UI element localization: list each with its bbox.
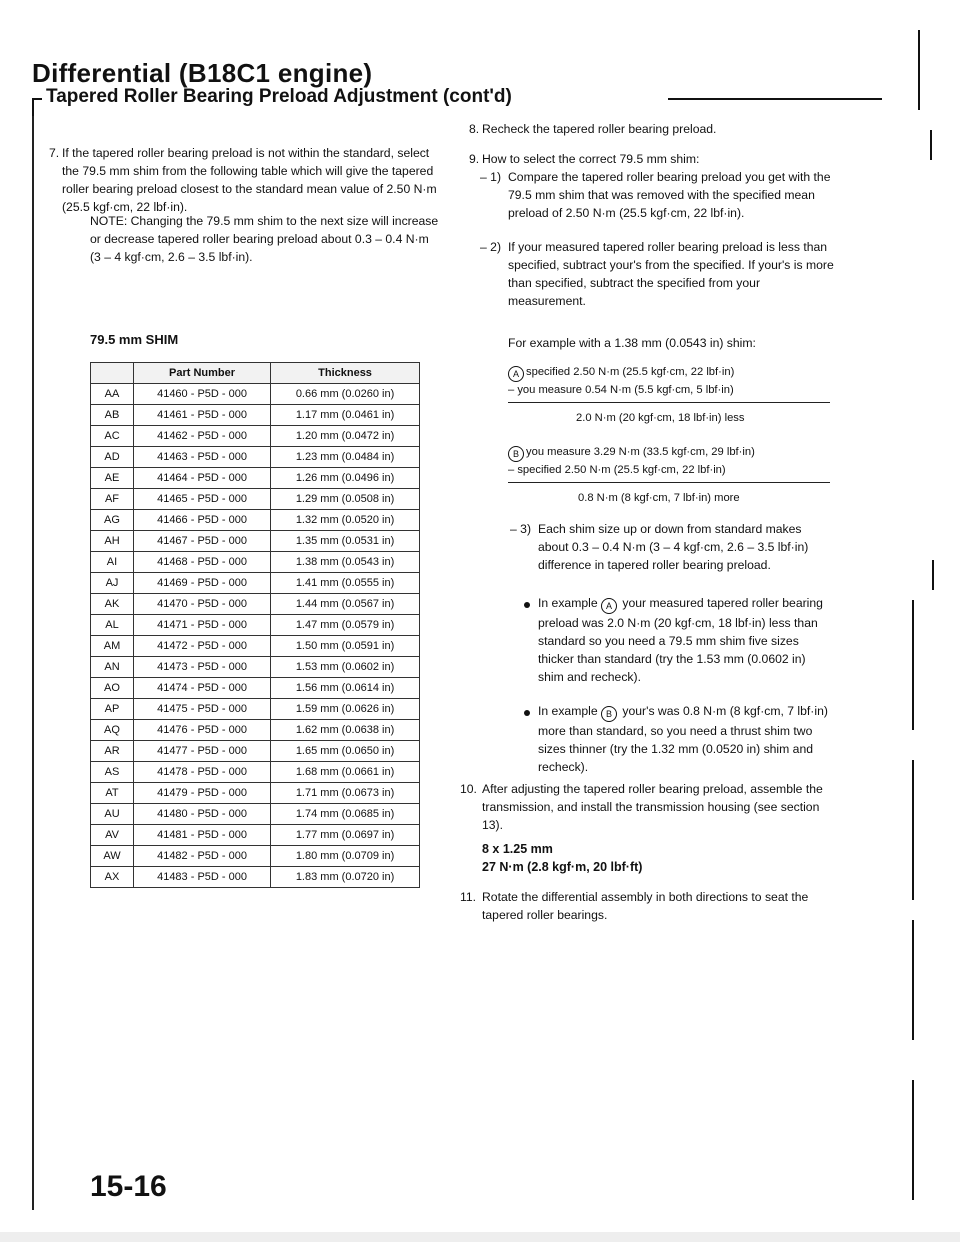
substep-number: – 3) [510, 522, 532, 536]
scan-edge-mark [912, 600, 914, 730]
example-b-marker: B [508, 446, 524, 462]
scan-edge-mark [912, 920, 914, 1040]
torque-value: 27 N·m (2.8 kgf·m, 20 lbf·ft) [482, 860, 643, 874]
table-row [91, 825, 420, 846]
table-cell-thickness: 1.77 mm (0.0697 in) [271, 825, 420, 846]
table-cell-code: AK [91, 594, 134, 615]
table-row [91, 447, 420, 468]
table-row [91, 594, 420, 615]
table-row [91, 804, 420, 825]
step-number: 8. [469, 122, 480, 136]
left-margin-line [32, 116, 34, 1210]
table-cell-thickness: 1.32 mm (0.0520 in) [271, 510, 420, 531]
bullet-text: your's was 0.8 N·m (8 kgf·cm, 7 lbf·in) more than standard, so you need a thrust shim two sizes thinner (try the 1.32 mm (0.0520 in) shim and recheck). [538, 704, 828, 774]
table-cell-part: 41472 - P5D - 000 [134, 636, 271, 657]
torque-size: 8 x 1.25 mm [482, 842, 553, 856]
example-a-line2: – you measure 0.54 N·m (5.5 kgf·cm, 5 lbf·in) [508, 384, 734, 396]
table-cell-thickness: 1.83 mm (0.0720 in) [271, 867, 420, 888]
table-cell-code: AE [91, 468, 134, 489]
table-cell-thickness: 1.53 mm (0.0602 in) [271, 657, 420, 678]
table-header-row [91, 363, 420, 384]
table-cell-code: AN [91, 657, 134, 678]
table-cell-code: AW [91, 846, 134, 867]
table-cell-part: 41477 - P5D - 000 [134, 741, 271, 762]
step-text: If the tapered roller bearing preload is not within the standard, select the 79.5 mm shim from the following table which will give the tapered roller bearing preload closest to the standard mean value of 2.50 N·m (25.5 kgf·cm, 22 lbf·in). [62, 146, 437, 214]
step-number: 9. [469, 152, 480, 166]
page-title: Differential (B18C1 engine) [32, 58, 373, 88]
table-cell-part: 41473 - P5D - 000 [134, 657, 271, 678]
bullet-text: your measured tapered roller bearing preload was 2.0 N·m (20 kgf·cm, 18 lbf·in) less than standard so you need a 79.5 mm shim five sizes thicker than standard (try the 1.53 mm (0.0602 in) shim and recheck). [538, 596, 823, 684]
table-cell-part: 41476 - P5D - 000 [134, 720, 271, 741]
example-intro: For example with a 1.38 mm (0.0543 in) shim: [508, 336, 756, 350]
table-cell-part: 41470 - P5D - 000 [134, 594, 271, 615]
table-row [91, 468, 420, 489]
header-rule [668, 98, 882, 100]
example-a-marker: A [508, 366, 524, 382]
table-cell-code: AX [91, 867, 134, 888]
section-subtitle: Tapered Roller Bearing Preload Adjustment (cont'd) [46, 86, 512, 107]
table-cell-code: AQ [91, 720, 134, 741]
table-row [91, 615, 420, 636]
table-cell-part: 41474 - P5D - 000 [134, 678, 271, 699]
table-row [91, 762, 420, 783]
table-cell-code: AV [91, 825, 134, 846]
table-cell-part: 41480 - P5D - 000 [134, 804, 271, 825]
table-row [91, 405, 420, 426]
table-cell-code: AB [91, 405, 134, 426]
table-cell-part: 41478 - P5D - 000 [134, 762, 271, 783]
table-row [91, 846, 420, 867]
table-cell-part: 41462 - P5D - 000 [134, 426, 271, 447]
table-cell-thickness: 1.35 mm (0.0531 in) [271, 531, 420, 552]
table-row [91, 636, 420, 657]
scan-edge-mark [930, 130, 932, 160]
table-cell-code: AH [91, 531, 134, 552]
table-cell-code: AS [91, 762, 134, 783]
table-cell-thickness: 1.74 mm (0.0685 in) [271, 804, 420, 825]
table-cell-code: AP [91, 699, 134, 720]
table-header-part: Part Number [134, 363, 271, 384]
table-cell-part: 41463 - P5D - 000 [134, 447, 271, 468]
table-cell-code: AT [91, 783, 134, 804]
table-cell-part: 41461 - P5D - 000 [134, 405, 271, 426]
step-text: Recheck the tapered roller bearing preload. [482, 122, 717, 136]
table-cell-code: AM [91, 636, 134, 657]
example-a-rule [508, 402, 830, 403]
example-a-marker: A [601, 598, 617, 614]
substep-1 [480, 168, 834, 222]
table-cell-thickness: 1.65 mm (0.0650 in) [271, 741, 420, 762]
table-row [91, 384, 420, 405]
table-row [91, 699, 420, 720]
table-cell-thickness: 0.66 mm (0.0260 in) [271, 384, 420, 405]
table-cell-thickness: 1.23 mm (0.0484 in) [271, 447, 420, 468]
bullet-example-b [538, 702, 834, 776]
table-cell-part: 41481 - P5D - 000 [134, 825, 271, 846]
header-bracket [32, 98, 42, 118]
table-cell-part: 41466 - P5D - 000 [134, 510, 271, 531]
table-row [91, 552, 420, 573]
scan-edge-mark [918, 30, 920, 110]
table-cell-thickness: 1.38 mm (0.0543 in) [271, 552, 420, 573]
example-b-marker: B [601, 706, 617, 722]
scan-edge-mark [912, 760, 914, 900]
table-cell-code: AG [91, 510, 134, 531]
substep-text: Compare the tapered roller bearing preload you get with the 79.5 mm shim that was removed with the specified mean preload of 2.50 N·m (25.5 kgf·cm, 22 lbf·in). [508, 170, 831, 220]
table-row [91, 426, 420, 447]
step-8 [469, 120, 832, 138]
table-row [91, 720, 420, 741]
substep-text: Each shim size up or down from standard makes about 0.3 – 0.4 N·m (3 – 4 kgf·cm, 2.6 – 3.5 lbf·in) difference in tapered roller bearing preload. [538, 522, 809, 572]
example-b-line1 [508, 444, 828, 462]
table-cell-thickness: 1.47 mm (0.0579 in) [271, 615, 420, 636]
table-cell-thickness: 1.62 mm (0.0638 in) [271, 720, 420, 741]
table-row [91, 510, 420, 531]
substep-2 [480, 238, 834, 310]
table-heading: 79.5 mm SHIM [90, 332, 179, 347]
table-cell-thickness: 1.68 mm (0.0661 in) [271, 762, 420, 783]
step-text: After adjusting the tapered roller bearing preload, assemble the transmission, and install the transmission housing (see section 13). [482, 782, 823, 832]
table-cell-thickness: 1.50 mm (0.0591 in) [271, 636, 420, 657]
table-cell-code: AR [91, 741, 134, 762]
table-cell-thickness: 1.17 mm (0.0461 in) [271, 405, 420, 426]
bullet-example-a [538, 594, 834, 686]
table-cell-part: 41483 - P5D - 000 [134, 867, 271, 888]
table-cell-part: 41467 - P5D - 000 [134, 531, 271, 552]
bullet-lead: In example [538, 704, 598, 718]
table-row [91, 741, 420, 762]
table-cell-part: 41471 - P5D - 000 [134, 615, 271, 636]
table-header-code [91, 363, 134, 384]
example-a-text: specified 2.50 N·m (25.5 kgf·cm, 22 lbf·in) [526, 366, 735, 378]
table-cell-part: 41482 - P5D - 000 [134, 846, 271, 867]
table-cell-code: AF [91, 489, 134, 510]
example-b-rule [508, 482, 830, 483]
table-cell-part: 41464 - P5D - 000 [134, 468, 271, 489]
table-row [91, 867, 420, 888]
bullet-lead: In example [538, 596, 598, 610]
table-row [91, 573, 420, 594]
table-cell-code: AL [91, 615, 134, 636]
table-cell-code: AJ [91, 573, 134, 594]
table-cell-thickness: 1.59 mm (0.0626 in) [271, 699, 420, 720]
table-row [91, 783, 420, 804]
table-cell-thickness: 1.80 mm (0.0709 in) [271, 846, 420, 867]
table-cell-thickness: 1.20 mm (0.0472 in) [271, 426, 420, 447]
step-9 [469, 150, 832, 168]
scan-edge-mark [932, 560, 934, 590]
table-cell-thickness: 1.71 mm (0.0673 in) [271, 783, 420, 804]
note: NOTE: Changing the 79.5 mm shim to the next size will increase or decrease tapered roller bearing preload about 0.3 – 0.4 N·m (3 – 4 kgf·cm, 2.6 – 3.5 lbf·in). [90, 214, 439, 264]
table-cell-thickness: 1.41 mm (0.0555 in) [271, 573, 420, 594]
table-cell-part: 41469 - P5D - 000 [134, 573, 271, 594]
section-header [32, 86, 862, 116]
example-b-text: you measure 3.29 N·m (33.5 kgf·cm, 29 lbf·in) [526, 446, 755, 458]
bullet-dot [524, 602, 530, 608]
step-7 [49, 144, 442, 216]
example-b-result: 0.8 N·m (8 kgf·cm, 7 lbf·in) more [578, 492, 740, 504]
table-row [91, 657, 420, 678]
table-cell-part: 41475 - P5D - 000 [134, 699, 271, 720]
table-header-thickness: Thickness [271, 363, 420, 384]
table-cell-code: AA [91, 384, 134, 405]
step-number: 10. [460, 782, 477, 796]
table-cell-thickness: 1.29 mm (0.0508 in) [271, 489, 420, 510]
table-cell-part: 41465 - P5D - 000 [134, 489, 271, 510]
step-text: How to select the correct 79.5 mm shim: [482, 152, 700, 166]
table-cell-code: AC [91, 426, 134, 447]
bullet-dot [524, 710, 530, 716]
scan-edge-mark [912, 1080, 914, 1200]
substep-text: If your measured tapered roller bearing preload is less than specified, subtract your's from the specified. If your's is more than specified, subtract the specified from your measurement. [508, 240, 834, 308]
step-number: 11. [460, 890, 477, 904]
substep-3 [510, 520, 834, 574]
table-cell-part: 41479 - P5D - 000 [134, 783, 271, 804]
step-11 [460, 888, 832, 924]
table-cell-code: AD [91, 447, 134, 468]
step-10 [460, 780, 832, 834]
example-b-line2: – specified 2.50 N·m (25.5 kgf·cm, 22 lbf·in) [508, 464, 726, 476]
example-a-line1 [508, 364, 828, 382]
table-cell-part: 41460 - P5D - 000 [134, 384, 271, 405]
example-a-result: 2.0 N·m (20 kgf·cm, 18 lbf·in) less [576, 412, 745, 424]
table-cell-code: AI [91, 552, 134, 573]
table-row [91, 489, 420, 510]
page-number: 15-16 [90, 1170, 167, 1203]
substep-number: – 1) [480, 170, 502, 184]
table-cell-code: AO [91, 678, 134, 699]
table-cell-code: AU [91, 804, 134, 825]
table-row [91, 531, 420, 552]
scan-bottom-edge [0, 1232, 960, 1242]
shim-table [90, 362, 420, 888]
substep-number: – 2) [480, 240, 502, 254]
step-number: 7. [49, 146, 60, 160]
table-row [91, 678, 420, 699]
table-cell-thickness: 1.56 mm (0.0614 in) [271, 678, 420, 699]
step-text: Rotate the differential assembly in both directions to seat the tapered roller bearings. [482, 890, 809, 922]
table-cell-thickness: 1.26 mm (0.0496 in) [271, 468, 420, 489]
table-cell-part: 41468 - P5D - 000 [134, 552, 271, 573]
table-cell-thickness: 1.44 mm (0.0567 in) [271, 594, 420, 615]
